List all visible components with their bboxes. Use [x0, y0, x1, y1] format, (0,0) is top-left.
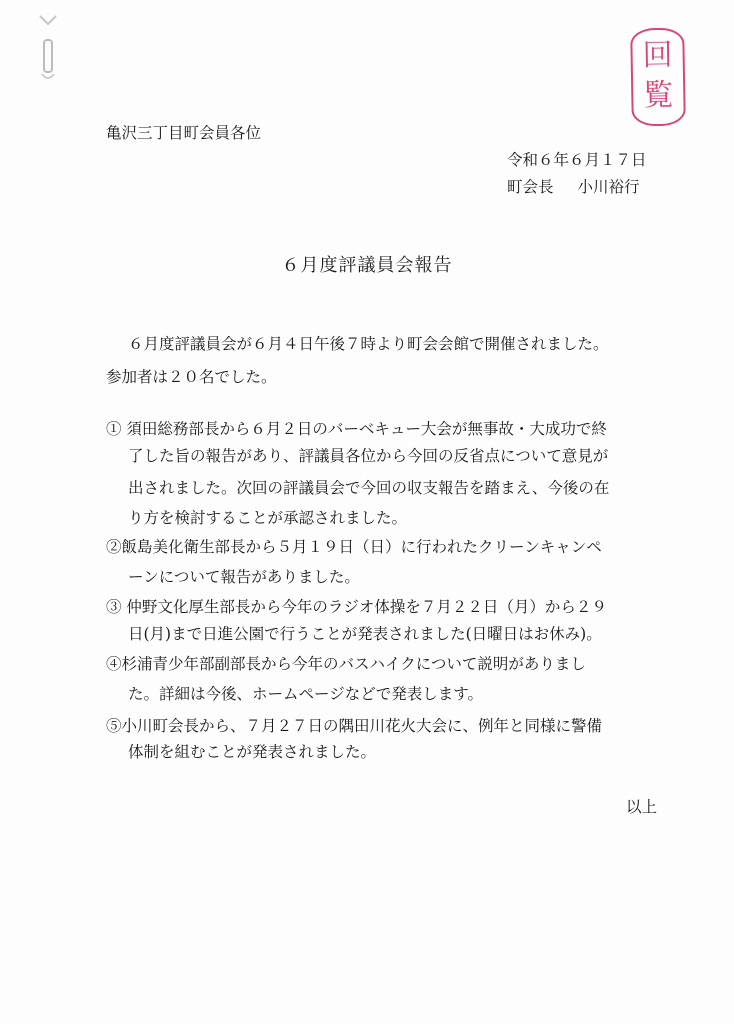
item-line: り方を検討することが承認されました。 — [128, 509, 408, 527]
sender-role: 町会長 — [507, 178, 554, 196]
circulation-stamp — [630, 28, 686, 127]
item-line: ーンについて報告がありました。 — [128, 568, 360, 586]
item-line: ②飯島美化衛生部長から５月１９日（日）に行われたクリーンキャンペ — [106, 538, 602, 556]
sender-line — [507, 177, 640, 197]
item-line: 体制を組むことが発表されました。 — [128, 743, 377, 761]
recipient-line: 亀沢三丁目町会員各位 — [106, 124, 262, 142]
item-line: ① 須田総務部長から６月２日のバーベキュー大会が無事故・大成功で終 — [106, 420, 607, 438]
closing-mark: 以上 — [626, 798, 658, 816]
sender-name: 小川裕行 — [577, 178, 640, 196]
item-line: 了した旨の報告があり、評議員各位から今回の反省点について意見が — [128, 447, 609, 465]
stamp-char: 覧 — [643, 77, 674, 114]
issue-date: 令和６年６月１７日 — [507, 151, 647, 169]
report-title: ６月度評議員会報告 — [281, 255, 453, 276]
item-line: 日(月)まで日進公園で行うことが発表されました(日曜日はお休み)。 — [128, 625, 602, 643]
item-line: ④杉浦青少年部副部長から今年のバスハイクについて説明がありまし — [106, 655, 586, 673]
item-line: ③ 仲野文化厚生部長から今年のラジオ体操を７月２２日（月）から２９ — [106, 598, 607, 616]
staple-mark — [36, 12, 60, 84]
stamp-char: 回 — [642, 37, 673, 74]
intro-line: ６月度評議員会が６月４日午後７時より町会会館で開催されました。 — [128, 335, 609, 353]
intro-line: 参加者は２０名でした。 — [106, 368, 277, 386]
item-line: 出されました。次回の評議員会で今回の収支報告を踏まえ、今後の在 — [128, 479, 610, 497]
item-line: た。詳細は今後、ホームページなどで発表します。 — [128, 685, 483, 703]
item-line: ⑤小川町会長から、７月２７日の隅田川花火大会に、例年と同様に警備 — [106, 717, 603, 735]
